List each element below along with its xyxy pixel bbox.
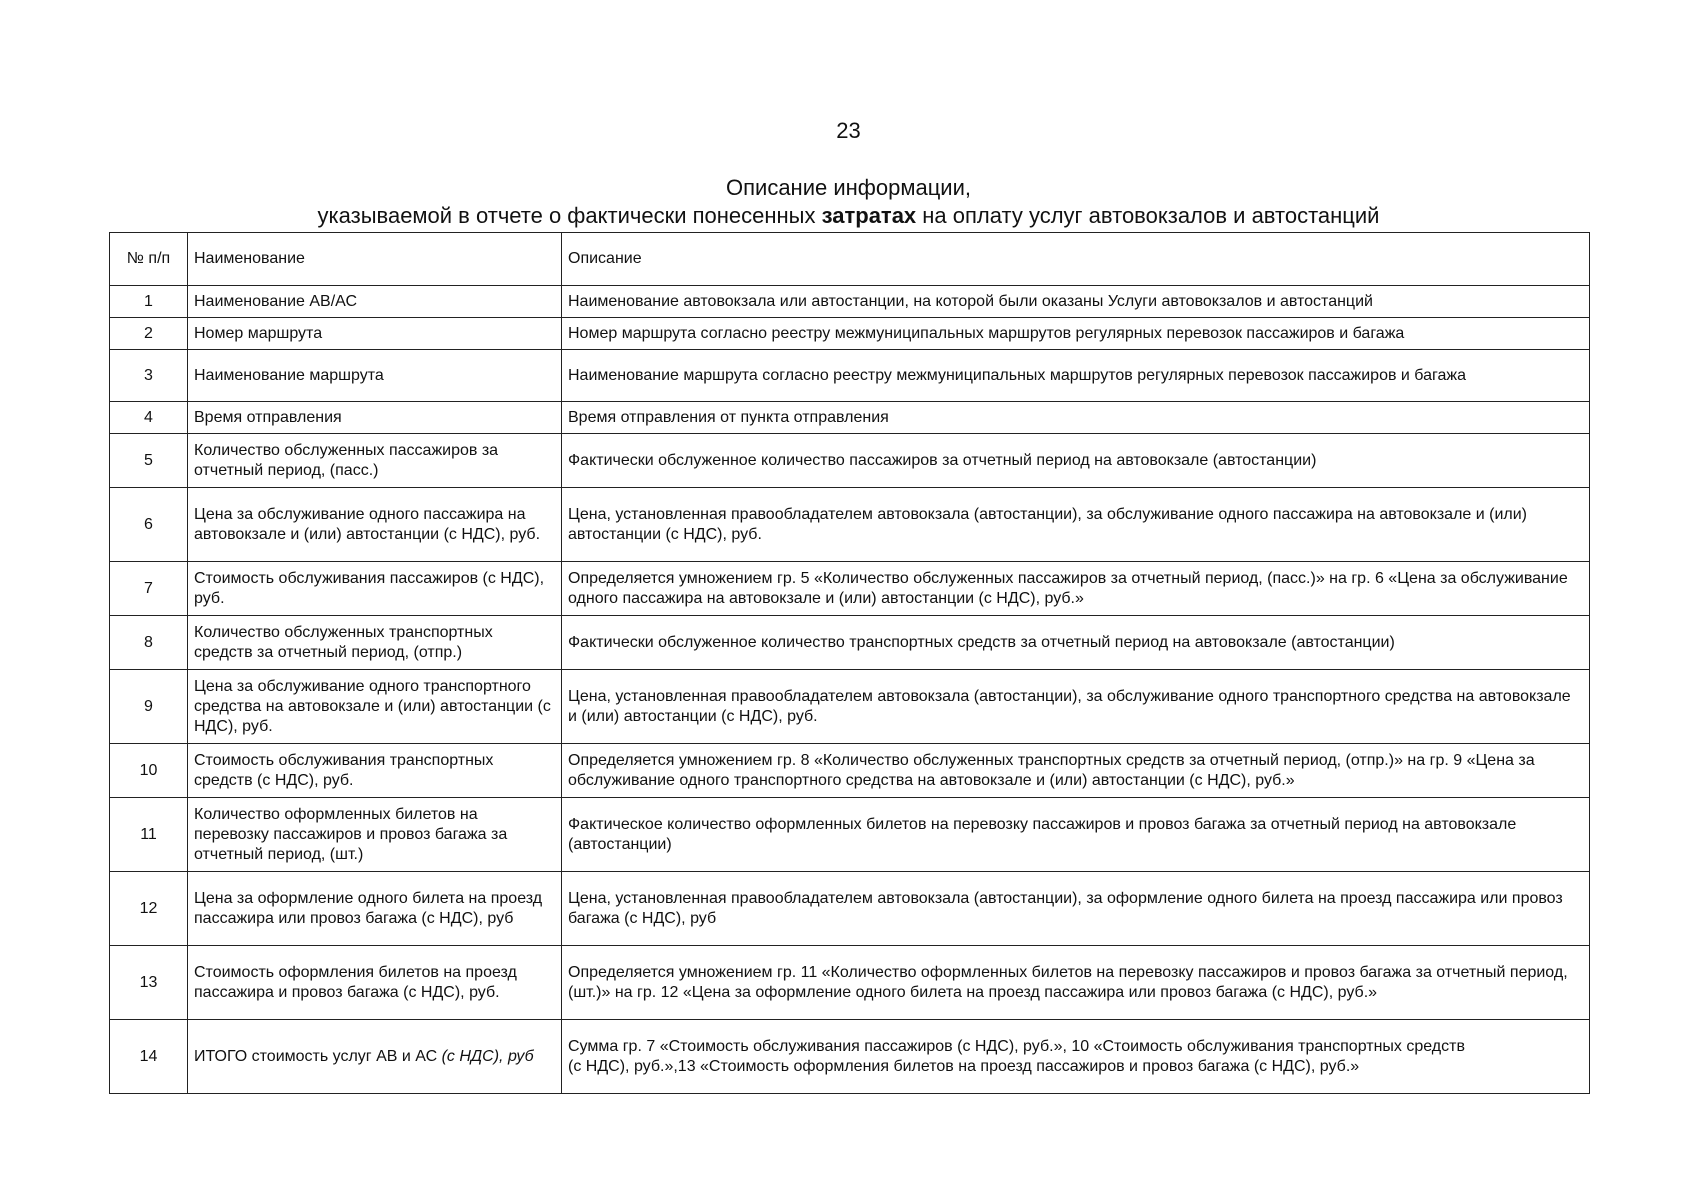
row-description	[562, 1020, 1590, 1094]
row-description: Фактическое количество оформленных билетов на перевозку пассажиров и провоз багажа за отчетный период на автовокзале (автостанции)	[562, 798, 1590, 872]
table-row	[110, 798, 1590, 872]
row-num: 12	[110, 872, 188, 946]
table-row	[110, 744, 1590, 798]
table-header-row	[110, 233, 1590, 286]
row-name: Цена за обслуживание одного транспортного средства на автовокзале и (или) автостанции (с НДС), руб.	[188, 670, 562, 744]
table-row	[110, 434, 1590, 488]
row-num: 2	[110, 318, 188, 350]
row-name: Цена за обслуживание одного пассажира на автовокзале и (или) автостанции (с НДС), руб.	[188, 488, 562, 562]
row-num: 10	[110, 744, 188, 798]
title-line-2-start: указываемой в отчете о фактически понесенных	[317, 203, 822, 228]
document-title	[0, 174, 1697, 230]
row-name: Стоимость обслуживания транспортных средств (с НДС), руб.	[188, 744, 562, 798]
row-num: 5	[110, 434, 188, 488]
row-name: Время отправления	[188, 402, 562, 434]
row-num: 6	[110, 488, 188, 562]
title-line-2	[0, 202, 1697, 230]
row-description: Цена, установленная правообладателем автовокзала (автостанции), за обслуживание одного транспортного средства на автовокзале и (или) автостанции (с НДС), руб.	[562, 670, 1590, 744]
row-description: Фактически обслуженное количество пассажиров за отчетный период на автовокзале (автостанции)	[562, 434, 1590, 488]
table-row	[110, 616, 1590, 670]
row-num: 8	[110, 616, 188, 670]
table-row	[110, 872, 1590, 946]
row-num: 4	[110, 402, 188, 434]
row-name: Количество обслуженных транспортных средств за отчетный период, (отпр.)	[188, 616, 562, 670]
table-row	[110, 286, 1590, 318]
row-num: 9	[110, 670, 188, 744]
table-row	[110, 946, 1590, 1020]
page-number: 23	[836, 118, 861, 143]
header-name: Наименование	[188, 233, 562, 286]
row-num: 7	[110, 562, 188, 616]
row-description: Определяется умножением гр. 8 «Количество обслуженных транспортных средств за отчетный период, (отпр.)» на гр. 9 «Цена за обслуживание одного транспортного средства на автовокзале и (или) автостанции (с НДС), руб.»	[562, 744, 1590, 798]
row-name: Цена за оформление одного билета на проезд пассажира или провоз багажа (с НДС), руб	[188, 872, 562, 946]
row-name: Номер маршрута	[188, 318, 562, 350]
table-row-total	[110, 1020, 1590, 1094]
row-description: Номер маршрута согласно реестру межмуниципальных маршрутов регулярных перевозок пассажиров и багажа	[562, 318, 1590, 350]
row-name: Наименование АВ/АС	[188, 286, 562, 318]
row-name: Количество обслуженных пассажиров за отчетный период, (пасс.)	[188, 434, 562, 488]
table-row	[110, 350, 1590, 402]
row-description: Наименование маршрута согласно реестру межмуниципальных маршрутов регулярных перевозок пассажиров и багажа	[562, 350, 1590, 402]
table-row	[110, 402, 1590, 434]
header-description: Описание	[562, 233, 1590, 286]
table-row	[110, 562, 1590, 616]
row-name: Наименование маршрута	[188, 350, 562, 402]
row-description: Определяется умножением гр. 11 «Количество оформленных билетов на перевозку пассажиров и провоз багажа за отчетный период, (шт.)» на гр. 12 «Цена за оформление одного билета на проезд пассажира или провоз багажа (с НДС), руб.»	[562, 946, 1590, 1020]
row-num: 1	[110, 286, 188, 318]
table-row	[110, 488, 1590, 562]
total-description-line-2: (с НДС), руб.»,13 «Стоимость оформления билетов на проезд пассажиров и провоз багажа (с НДС), руб.»	[568, 1057, 1360, 1075]
row-name	[188, 1020, 562, 1094]
row-name: Стоимость оформления билетов на проезд пассажира и провоз багажа (с НДС), руб.	[188, 946, 562, 1020]
row-description: Цена, установленная правообладателем автовокзала (автостанции), за обслуживание одного пассажира на автовокзале и (или) автостанции (с НДС), руб.	[562, 488, 1590, 562]
table-row	[110, 318, 1590, 350]
row-name: Стоимость обслуживания пассажиров (с НДС), руб.	[188, 562, 562, 616]
description-table	[109, 232, 1590, 1094]
total-name-italic: (с НДС), руб	[441, 1047, 534, 1065]
header-num: № п/п	[110, 233, 188, 286]
row-description: Время отправления от пункта отправления	[562, 402, 1590, 434]
row-description: Цена, установленная правообладателем автовокзала (автостанции), за оформление одного билета на проезд пассажира или провоз багажа (с НДС), руб	[562, 872, 1590, 946]
row-description: Фактически обслуженное количество транспортных средств за отчетный период на автовокзале (автостанции)	[562, 616, 1590, 670]
title-line-2-end: на оплату услуг автовокзалов и автостанций	[916, 203, 1380, 228]
title-line-1: Описание информации,	[726, 175, 971, 200]
row-num: 13	[110, 946, 188, 1020]
table-row	[110, 670, 1590, 744]
row-num: 3	[110, 350, 188, 402]
row-description: Определяется умножением гр. 5 «Количество обслуженных пассажиров за отчетный период, (пасс.)» на гр. 6 «Цена за обслуживание одного пассажира на автовокзале и (или) автостанции (с НДС), руб.»	[562, 562, 1590, 616]
total-description-line-1: Сумма гр. 7 «Стоимость обслуживания пассажиров (с НДС), руб.», 10 «Стоимость обслуживания транспортных средств	[568, 1037, 1465, 1055]
total-name-text: ИТОГО стоимость услуг АВ и АС	[194, 1047, 442, 1065]
row-description: Наименование автовокзала или автостанции, на которой были оказаны Услуги автовокзалов и автостанций	[562, 286, 1590, 318]
row-num: 14	[110, 1020, 188, 1094]
title-line-2-emphasis: затратах	[821, 203, 917, 228]
row-num: 11	[110, 798, 188, 872]
row-name: Количество оформленных билетов на перевозку пассажиров и провоз багажа за отчетный период, (шт.)	[188, 798, 562, 872]
